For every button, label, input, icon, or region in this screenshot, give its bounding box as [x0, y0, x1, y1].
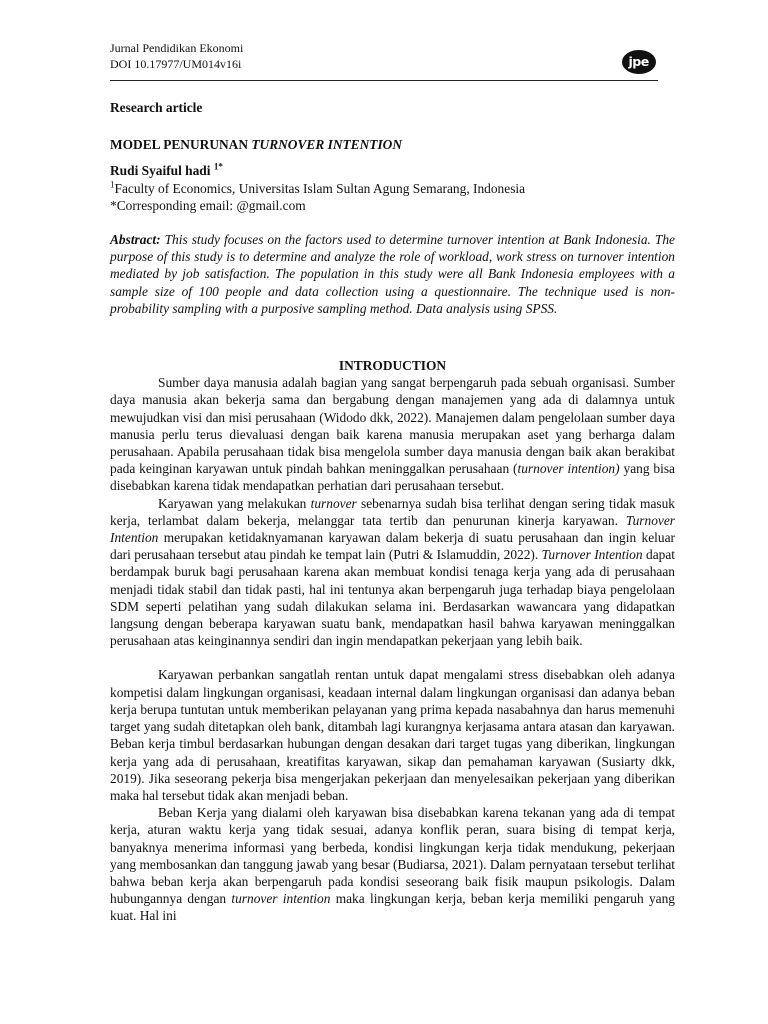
page-header: [110, 40, 658, 81]
author-text: Rudi Syaiful hadi: [110, 163, 214, 179]
journal-logo: [622, 50, 656, 74]
title-plain: MODEL PENURUNAN: [110, 137, 252, 153]
article-body: [110, 99, 675, 925]
logo-text: jpe: [628, 55, 650, 69]
intro-paragraph-2: [110, 495, 675, 650]
article-type: Research article: [110, 100, 203, 115]
p2-italic-1: turnover: [310, 495, 357, 511]
p2-text-d: dapat berdampak buruk bagi perusahaan karena akan membuat kondisi tenaga kerja yang ada di perusahaan menjadi tidak stabil dan tidak pasti, hal ini tentunya akan berpengaruh juga terhadap biaya pengelolaan SDM seperti pelatihan yang sudah dilakukan selama ini. Berdasarkan wawancara yang didapatkan langsung dengan beberapa karyawan suatu bank, mendapatkan hasil bahwa karyawan meninggalkan perusahaan atas keinginannya sendiri dan ingin mendapatkan pekerjaan yang lebih baik.: [110, 547, 675, 649]
corresponding-email: *Corresponding email: @gmail.com: [110, 197, 306, 213]
p2-text-c: merupakan ketidaknyamanan karyawan dalam bekerja di suatu perusahaan dan ingin keluar dari perusahaan tersebut atau pindah ke tempat lain (Putri & Islamuddin, 2022).: [110, 530, 675, 563]
p2-italic-2: Turnover Intention: [110, 512, 675, 546]
p2-text-b: sebenarnya sudah bisa terlihat dengan sering tidak masuk kerja, terlambat dalam bekerja, melanggar tata tertib dan penurunan kinerja karyawan.: [110, 495, 676, 528]
p1-italic: turnover intention): [517, 461, 620, 477]
journal-name: Jurnal Pendidikan Ekonomi: [110, 41, 244, 55]
title-italic: TURNOVER INTENTION: [251, 137, 403, 153]
p2-text-a: Karyawan yang melakukan: [158, 495, 311, 511]
abstract-text: This study focuses on the factors used to determine turnover intention at Bank Indonesia. The purpose of this study is to determine and analyze the role of workload, work stress on turnover intention mediated by job satisfaction. The population in this study were all Bank Indonesia employees with a sample size of 100 people and data collection using a questionnaire. The technique used is non-probability sampling with a purposive sampling method. Data analysis using SPSS.: [110, 232, 675, 316]
p2-italic-3: Turnover Intention: [541, 547, 643, 563]
p4-text-a: Beban Kerja yang dialami oleh karyawan bisa disebabkan karena tekanan yang ada di tempat kerja, aturan waktu kerja yang tidak sesuai, adanya konflik peran, suara bising di tempat kerja, banyaknya menerima informasi yang berbeda, kondisi lingkungan kerja tidak mendukung, pekerjaan yang membosankan dan tanggung jawab yang besar (Budiarsa, 2021). Dalam pernyataan tersebut terlihat bahwa beban kerja akan berpengaruh pada kondisi seseorang baik fisik maupun psikologis. Dalam hubungannya dengan: [110, 805, 675, 907]
intro-paragraph-1: [110, 374, 675, 494]
p4-text-b: maka lingkungan kerja, beban kerja memiliki pengaruh yang kuat. Hal ini: [110, 891, 675, 924]
p4-italic: turnover intention: [231, 891, 331, 907]
abstract: [110, 231, 675, 317]
intro-paragraph-3: Karyawan perbankan sangatlah rentan untuk dapat mengalami stress disebabkan oleh adanya kompetisi dalam lingkungan organisasi, keadaan internal dalam lingkungan organisasi dan adanya beban kerja berupa tuntutan untuk memberikan pelayanan yang prima kepada nasabahnya dan harus memenuhi target yang sudah ditetapkan oleh bank, ditambah lagi kurangnya kerjasama antara atasan dan karyawan. Beban kerja timbul berdasarkan hubungan dengan desakan dari target tugas yang diberikan, lingkungan kerja yang ada di perusahaan, kreatifitas karyawan, sikap dan pemahaman karyawan (Susiarty dkk, 2019). Jika seseorang pekerja bisa mengerjakan pekerjaan dan menyelesaikan pekerjaan yang diberikan maka hal tersebut tidak akan menjadi beban.: [110, 667, 675, 803]
affiliation-text: Faculty of Economics, Universitas Islam Sultan Agung Semarang, Indonesia: [114, 180, 526, 196]
article-title: [110, 136, 675, 153]
abstract-label: Abstract:: [110, 232, 161, 248]
affiliation-superscript: 1: [110, 179, 115, 190]
author-name: [110, 162, 675, 179]
p1-text-b: yang bisa disebabkan karena tidak mendapatkan perhatian dari perusahaan tersebut.: [110, 461, 675, 494]
doi-text: DOI 10.17977/UM014v16i: [110, 57, 242, 71]
affiliation: [110, 180, 675, 197]
p1-text-a: Sumber daya manusia adalah bagian yang sangat berpengaruh pada sebuah organisasi. Sumber daya manusia akan bekerja sama dan bergabung dengan manajemen yang ada di dalamnya untuk mewujudkan visi dan misi perusahaan (Widodo dkk, 2022). Manajemen dalam pengelolaan sumber daya manusia perlu terus dievaluasi dengan baik karena manusia merupakan aset yang berharga dalam perusahaan. Apabila perusahaan tidak bisa mengelola sumber daya manusia dengan baik akan berakibat pada keinginan karyawan untuk pindah bahkan meninggalkan perusahaan (: [110, 375, 675, 477]
section-heading-introduction: INTRODUCTION: [338, 358, 447, 374]
author-superscript: 1*: [213, 161, 223, 172]
intro-paragraph-4: [110, 804, 675, 924]
